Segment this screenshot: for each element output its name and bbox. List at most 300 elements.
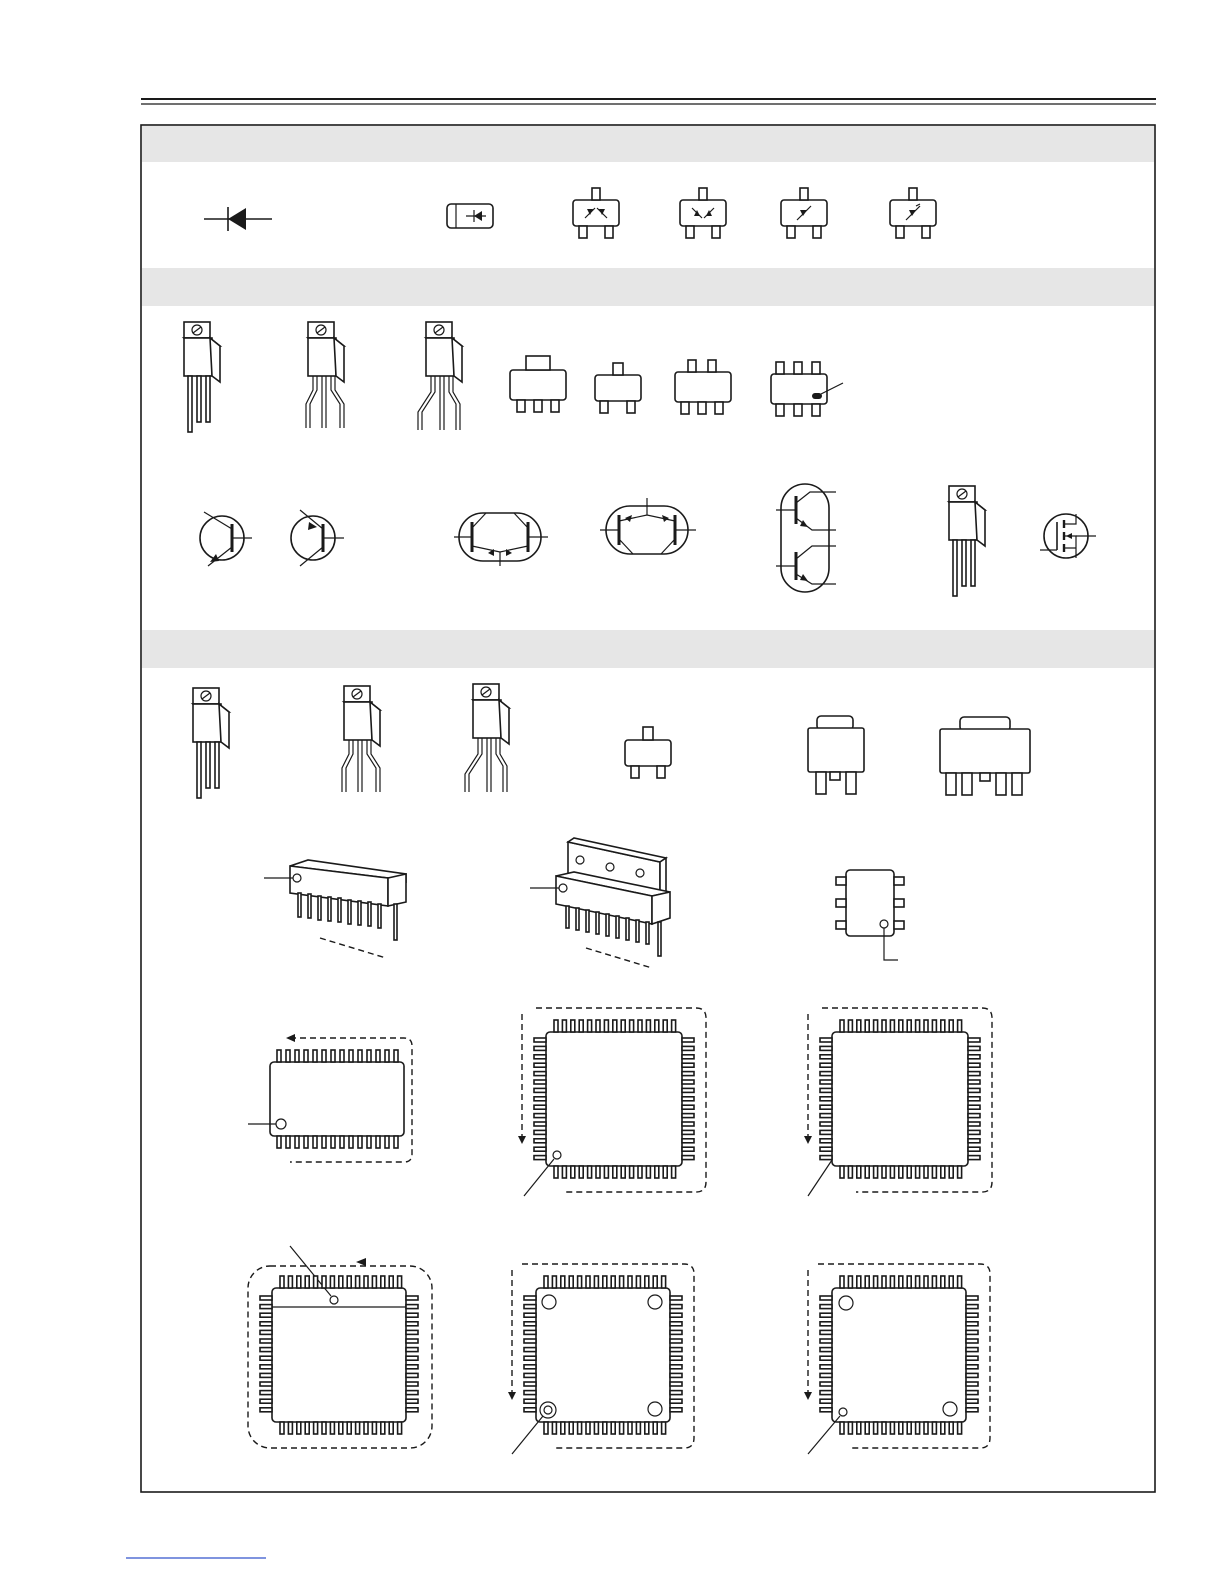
ic-pin xyxy=(544,1422,548,1434)
section-band-integrated-circuits xyxy=(142,630,1154,668)
ic-pin xyxy=(524,1296,536,1300)
section-band-diodes xyxy=(142,126,1154,162)
sip-package-icon xyxy=(264,860,406,958)
ic-pin xyxy=(364,1422,368,1434)
ic-pin xyxy=(670,1313,682,1317)
ic-pin xyxy=(286,1050,290,1062)
ic-pin xyxy=(949,1166,953,1178)
ic-pin xyxy=(594,1276,598,1288)
ic-pin xyxy=(260,1365,272,1369)
ic-pin xyxy=(682,1063,694,1067)
to220-formed-package-icon xyxy=(306,322,344,428)
ic-pin xyxy=(682,1038,694,1042)
ic-pin xyxy=(571,1020,575,1032)
ic-pin xyxy=(820,1105,832,1109)
ic-pin xyxy=(932,1422,936,1434)
ic-pin xyxy=(636,1276,640,1288)
diode-icon xyxy=(204,207,272,231)
ic-pin xyxy=(288,1422,292,1434)
ic-pin xyxy=(968,1105,980,1109)
ic-pin xyxy=(670,1365,682,1369)
ic-pin xyxy=(628,1422,632,1434)
ic-pin xyxy=(524,1348,536,1352)
ic-pin xyxy=(857,1020,861,1032)
ic-pin xyxy=(949,1020,953,1032)
ic-pin xyxy=(260,1339,272,1343)
ic-pin xyxy=(966,1408,978,1412)
ic-pin xyxy=(670,1391,682,1395)
ic-pin xyxy=(385,1136,389,1148)
ic-pin xyxy=(620,1422,624,1434)
ic-pin xyxy=(554,1166,558,1178)
ic-pin xyxy=(670,1348,682,1352)
ic-pin xyxy=(613,1166,617,1178)
ic-pin xyxy=(406,1339,418,1343)
sot-5pin-package-icon xyxy=(675,360,731,414)
ic-pin xyxy=(820,1139,832,1143)
ic-pin xyxy=(968,1088,980,1092)
ic-pin xyxy=(966,1365,978,1369)
ic-pin xyxy=(260,1382,272,1386)
ic-pin xyxy=(260,1356,272,1360)
ic-pin xyxy=(820,1063,832,1067)
ic-pin xyxy=(682,1046,694,1050)
ic-pin xyxy=(670,1382,682,1386)
ic-pin xyxy=(820,1072,832,1076)
ic-pin xyxy=(820,1055,832,1059)
ic-pin xyxy=(524,1305,536,1309)
ic-pin xyxy=(820,1322,832,1326)
ic-pin xyxy=(820,1296,832,1300)
ic-pin xyxy=(295,1050,299,1062)
ic-pin xyxy=(820,1156,832,1160)
ic-pin xyxy=(406,1408,418,1412)
ic-pin xyxy=(682,1105,694,1109)
ic-pin xyxy=(534,1046,546,1050)
ic-pin xyxy=(385,1050,389,1062)
ic-pin xyxy=(865,1166,869,1178)
ic-pin xyxy=(356,1276,360,1288)
ic-pin xyxy=(322,1276,326,1288)
ic-pin xyxy=(534,1097,546,1101)
ic-pin xyxy=(571,1166,575,1178)
ic-pin xyxy=(966,1339,978,1343)
ic-pin xyxy=(340,1136,344,1148)
ic-pin xyxy=(364,1276,368,1288)
ic-pin xyxy=(398,1276,402,1288)
ic-pin xyxy=(277,1050,281,1062)
diode-array-package-2-icon xyxy=(680,188,726,238)
ic-pin xyxy=(534,1156,546,1160)
ic-pin xyxy=(638,1020,642,1032)
ic-pin xyxy=(840,1020,844,1032)
ic-pin xyxy=(561,1276,565,1288)
ic-pin xyxy=(840,1276,844,1288)
ic-pin xyxy=(534,1063,546,1067)
ic-pin xyxy=(941,1422,945,1434)
ic-pin xyxy=(924,1166,928,1178)
ic-pin xyxy=(569,1276,573,1288)
to220-formed-long-package-icon xyxy=(418,322,462,430)
ic-pin xyxy=(820,1046,832,1050)
ic-pin xyxy=(682,1139,694,1143)
ic-pin xyxy=(682,1130,694,1134)
ic-pin xyxy=(941,1276,945,1288)
ic-pin xyxy=(924,1276,928,1288)
ic-pin xyxy=(394,1050,398,1062)
ic-pin xyxy=(304,1136,308,1148)
ic-pin xyxy=(968,1080,980,1084)
ic-pin xyxy=(874,1276,878,1288)
ic-pin xyxy=(524,1322,536,1326)
ic-pin xyxy=(941,1166,945,1178)
ic-pin xyxy=(314,1276,318,1288)
diode-array-package-4-icon xyxy=(890,188,936,238)
mosfet-symbol-icon xyxy=(1040,514,1096,558)
ic-pin xyxy=(297,1422,301,1434)
ic-pin xyxy=(372,1276,376,1288)
ic-pin xyxy=(534,1072,546,1076)
ic-pin xyxy=(367,1050,371,1062)
ic-pin xyxy=(682,1156,694,1160)
ic-pin xyxy=(958,1020,962,1032)
ic-pin xyxy=(968,1097,980,1101)
ic-pin xyxy=(865,1276,869,1288)
ic-pin xyxy=(916,1166,920,1178)
ic-pin xyxy=(611,1276,615,1288)
ic-pin xyxy=(968,1130,980,1134)
ic-pin xyxy=(594,1422,598,1434)
ic-pin xyxy=(820,1114,832,1118)
ic-pin xyxy=(820,1305,832,1309)
ic-pin xyxy=(630,1020,634,1032)
ic-pin xyxy=(968,1038,980,1042)
ic-to220-formed-long-package-icon xyxy=(465,684,509,792)
ic-pin xyxy=(621,1020,625,1032)
ic-pin xyxy=(260,1296,272,1300)
ic-pin xyxy=(848,1422,852,1434)
ic-pin xyxy=(899,1166,903,1178)
ic-pin xyxy=(406,1391,418,1395)
ic-pin xyxy=(949,1422,953,1434)
ic-pin xyxy=(672,1166,676,1178)
ic-pin xyxy=(330,1276,334,1288)
ic-pin xyxy=(389,1422,393,1434)
ic-pin xyxy=(966,1373,978,1377)
ic-pin xyxy=(260,1305,272,1309)
ic-pin xyxy=(820,1373,832,1377)
ic-pin xyxy=(890,1020,894,1032)
ic-pin xyxy=(966,1313,978,1317)
ic-pin xyxy=(848,1276,852,1288)
ic-pin xyxy=(604,1166,608,1178)
ic-pin xyxy=(280,1422,284,1434)
ic-pin xyxy=(304,1050,308,1062)
ic-pin xyxy=(820,1130,832,1134)
dual-transistor-symbol-2-icon xyxy=(600,498,696,554)
ic-pin xyxy=(340,1050,344,1062)
ic-pin xyxy=(670,1305,682,1309)
ic-pin xyxy=(358,1050,362,1062)
ic-pin xyxy=(916,1020,920,1032)
ic-pin xyxy=(588,1020,592,1032)
sot89-package-icon xyxy=(510,356,566,412)
ic-pin xyxy=(349,1050,353,1062)
ic-pin xyxy=(662,1422,666,1434)
ic-pin xyxy=(280,1276,284,1288)
ic-pin xyxy=(376,1050,380,1062)
ic-pin xyxy=(890,1166,894,1178)
ic-pin xyxy=(966,1399,978,1403)
ic-pin xyxy=(260,1399,272,1403)
ic-pin xyxy=(670,1296,682,1300)
ic-pin xyxy=(670,1373,682,1377)
ic-pin xyxy=(899,1276,903,1288)
ic-pin xyxy=(655,1166,659,1178)
ic-pin xyxy=(339,1422,343,1434)
ic-pin xyxy=(406,1313,418,1317)
ic-pin xyxy=(398,1422,402,1434)
ic-pin xyxy=(924,1020,928,1032)
ic-pin xyxy=(406,1399,418,1403)
sip-heatsink-package-icon xyxy=(530,838,670,968)
sot-6pin-package-icon xyxy=(771,362,843,416)
ic-pin xyxy=(381,1276,385,1288)
to220-package-icon xyxy=(184,322,220,432)
ic-sot-package-icon xyxy=(625,727,671,778)
ic-pin xyxy=(682,1122,694,1126)
ic-pin xyxy=(966,1330,978,1334)
ic-pin xyxy=(682,1088,694,1092)
ic-pin xyxy=(288,1276,292,1288)
ic-pin xyxy=(857,1276,861,1288)
ic-pin xyxy=(966,1348,978,1352)
ic-pin xyxy=(874,1422,878,1434)
ic-pin xyxy=(534,1130,546,1134)
ic-pin xyxy=(662,1276,666,1288)
ic-pin xyxy=(820,1330,832,1334)
ic-pin xyxy=(916,1422,920,1434)
ic-pin xyxy=(820,1382,832,1386)
ic-pin xyxy=(406,1382,418,1386)
ic-pin xyxy=(672,1020,676,1032)
ic-pin xyxy=(534,1038,546,1042)
header-rule xyxy=(141,99,1156,104)
ic-pin xyxy=(331,1136,335,1148)
sot23-package-icon xyxy=(595,363,641,413)
ic-pin xyxy=(966,1391,978,1395)
ic-pin xyxy=(524,1356,536,1360)
npn-transistor-symbol-icon xyxy=(200,512,252,566)
ic-pin xyxy=(907,1422,911,1434)
dual-transistor-symbol-1-icon xyxy=(454,513,548,566)
ic-pin xyxy=(653,1276,657,1288)
ic-pin xyxy=(596,1166,600,1178)
ic-pin xyxy=(628,1276,632,1288)
ic-pin xyxy=(406,1365,418,1369)
ic-pin xyxy=(524,1330,536,1334)
ic-pin xyxy=(313,1050,317,1062)
ic-pin xyxy=(820,1097,832,1101)
ic-pin xyxy=(820,1348,832,1352)
ic-pin xyxy=(305,1276,309,1288)
ic-pin xyxy=(603,1276,607,1288)
ic-pin xyxy=(646,1166,650,1178)
ic-pin xyxy=(544,1276,548,1288)
ic-pin xyxy=(848,1166,852,1178)
ic-pin xyxy=(604,1020,608,1032)
ic-pin xyxy=(958,1166,962,1178)
ic-pin xyxy=(966,1305,978,1309)
ic-pin xyxy=(524,1408,536,1412)
ic-pin xyxy=(260,1322,272,1326)
to220-transistor-package-icon xyxy=(949,486,985,596)
ic-pin xyxy=(406,1322,418,1326)
ic-pin xyxy=(260,1348,272,1352)
ic-pin xyxy=(260,1408,272,1412)
ic-pin xyxy=(682,1097,694,1101)
ic-pin xyxy=(966,1322,978,1326)
ic-pin xyxy=(932,1276,936,1288)
ic-pin xyxy=(958,1276,962,1288)
ic-pin xyxy=(848,1020,852,1032)
ic-pin xyxy=(865,1422,869,1434)
ic-pin xyxy=(347,1276,351,1288)
ic-to220-formed-package-icon xyxy=(342,686,380,792)
ic-pin xyxy=(820,1391,832,1395)
ic-pin xyxy=(305,1422,309,1434)
ic-pin xyxy=(552,1276,556,1288)
ic-pin xyxy=(562,1020,566,1032)
ic-pin xyxy=(376,1136,380,1148)
ic-pin xyxy=(534,1088,546,1092)
ic-pin xyxy=(820,1399,832,1403)
ic-pin xyxy=(663,1166,667,1178)
ic-pin xyxy=(356,1422,360,1434)
ic-pin xyxy=(603,1422,607,1434)
ic-pin xyxy=(670,1356,682,1360)
ic-pin xyxy=(313,1136,317,1148)
ic-pin xyxy=(924,1422,928,1434)
ic-pin xyxy=(857,1166,861,1178)
ic-pin xyxy=(554,1020,558,1032)
ic-to220-package-icon xyxy=(193,688,229,798)
ic-pin xyxy=(670,1408,682,1412)
ic-pin xyxy=(406,1330,418,1334)
ic-pin xyxy=(670,1322,682,1326)
ic-pin xyxy=(297,1276,301,1288)
ic-pin xyxy=(588,1166,592,1178)
ic-pin xyxy=(857,1422,861,1434)
ic-pin xyxy=(874,1166,878,1178)
ic-pin xyxy=(820,1147,832,1151)
ic-pin xyxy=(966,1356,978,1360)
ic-pin xyxy=(840,1422,844,1434)
ic-pin xyxy=(890,1276,894,1288)
ic-pin xyxy=(578,1422,582,1434)
ic-pin xyxy=(579,1020,583,1032)
ic-pin xyxy=(968,1147,980,1151)
ic-pin xyxy=(890,1422,894,1434)
ic-pin xyxy=(636,1422,640,1434)
ic-pin xyxy=(339,1276,343,1288)
ic-pin xyxy=(882,1422,886,1434)
ic-pin xyxy=(579,1166,583,1178)
ic-pin xyxy=(277,1136,281,1148)
ic-pin xyxy=(820,1088,832,1092)
ic-pin xyxy=(882,1166,886,1178)
ic-pin xyxy=(586,1422,590,1434)
ic-pin xyxy=(621,1166,625,1178)
ic-pin xyxy=(916,1276,920,1288)
ic-pin xyxy=(260,1330,272,1334)
ic-pin xyxy=(611,1422,615,1434)
ic-pin xyxy=(524,1399,536,1403)
ic-pin xyxy=(670,1330,682,1334)
ic-pin xyxy=(562,1166,566,1178)
ic-pin xyxy=(840,1166,844,1178)
ic-pin xyxy=(820,1038,832,1042)
ic-pin xyxy=(820,1408,832,1412)
ic-pin xyxy=(630,1166,634,1178)
ic-pin xyxy=(406,1348,418,1352)
ic-pin xyxy=(968,1055,980,1059)
ic-pin xyxy=(322,1050,326,1062)
ic-pin xyxy=(596,1020,600,1032)
sop8-package-icon xyxy=(836,870,904,960)
ic-pin xyxy=(820,1339,832,1343)
ic-pin xyxy=(358,1136,362,1148)
ic-pin xyxy=(586,1276,590,1288)
ic-pin xyxy=(314,1422,318,1434)
ic-pin xyxy=(260,1373,272,1377)
ic-pin xyxy=(899,1422,903,1434)
ic-pin xyxy=(820,1313,832,1317)
ic-pin xyxy=(638,1166,642,1178)
ic-pin xyxy=(613,1020,617,1032)
ic-pin xyxy=(966,1296,978,1300)
section-band-transistors xyxy=(142,268,1154,306)
ic-pin xyxy=(646,1020,650,1032)
ic-pin xyxy=(578,1276,582,1288)
ic-pin xyxy=(524,1365,536,1369)
ic-pin xyxy=(882,1020,886,1032)
ic-pin xyxy=(968,1046,980,1050)
ic-pin xyxy=(682,1055,694,1059)
pnp-transistor-symbol-icon xyxy=(291,510,344,566)
ic-pin xyxy=(406,1373,418,1377)
ic-pin xyxy=(941,1020,945,1032)
ic-pin xyxy=(330,1422,334,1434)
ic-pin xyxy=(389,1276,393,1288)
ic-pin xyxy=(968,1072,980,1076)
ic-pin xyxy=(524,1313,536,1317)
diode-package-icon xyxy=(447,204,493,228)
ic-pin xyxy=(367,1136,371,1148)
ic-pin xyxy=(653,1422,657,1434)
ic-pin xyxy=(670,1339,682,1343)
ic-pin xyxy=(406,1356,418,1360)
ic-pin xyxy=(899,1020,903,1032)
ic-dpak-package-icon xyxy=(808,716,864,794)
ic-pin xyxy=(381,1422,385,1434)
ic-pin xyxy=(534,1055,546,1059)
ic-pin xyxy=(561,1422,565,1434)
ic-pin xyxy=(524,1391,536,1395)
ic-pin xyxy=(682,1072,694,1076)
ic-pin xyxy=(663,1020,667,1032)
ic-pin xyxy=(820,1122,832,1126)
